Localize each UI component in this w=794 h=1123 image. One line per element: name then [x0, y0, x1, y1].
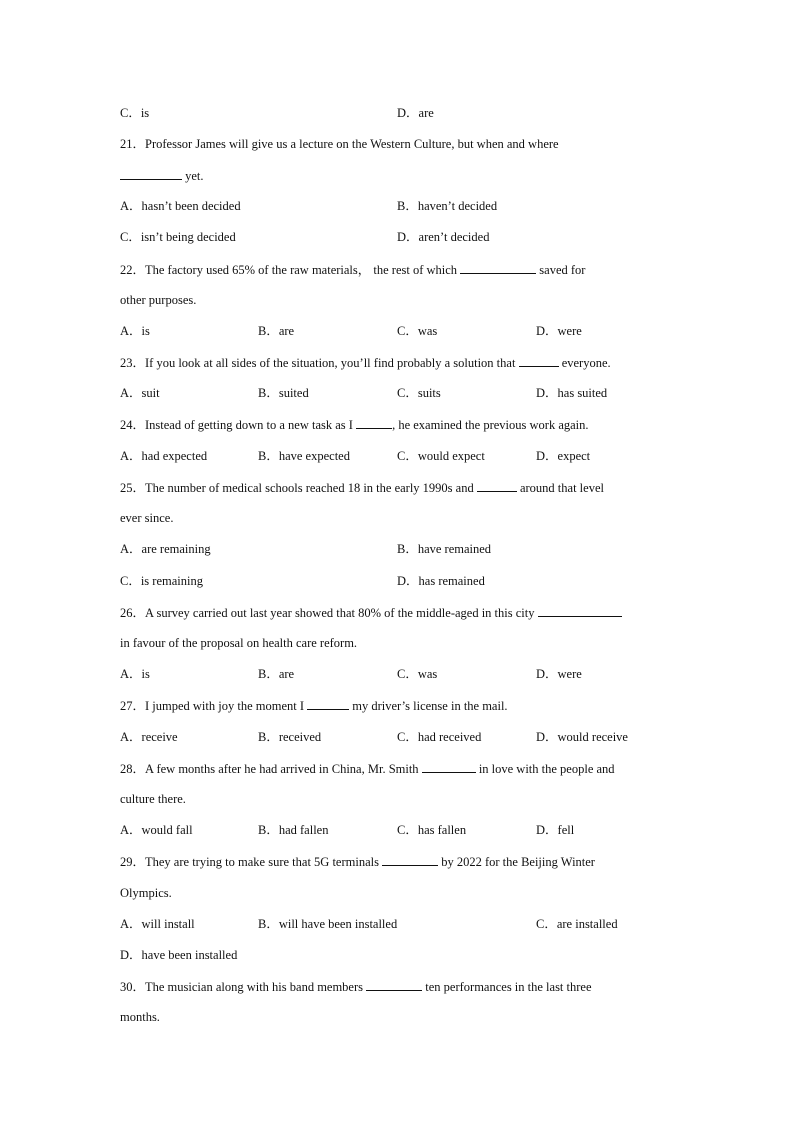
answer-blank: [538, 604, 622, 617]
q22-option-a: A．is: [120, 324, 150, 338]
q24-option-c: C．would expect: [397, 449, 485, 463]
answer-blank: [460, 261, 536, 274]
answer-blank: [422, 760, 476, 773]
q21-stem-cont: yet.: [120, 167, 204, 184]
q21-option-a: A．hasn’t been decided: [120, 199, 241, 213]
q23-option-a: A．suit: [120, 386, 160, 400]
q29-option-a: A．will install: [120, 917, 195, 931]
q24-option-a: A．had expected: [120, 449, 208, 463]
q23-option-c: C．suits: [397, 386, 441, 400]
q24-option-d: D．expect: [536, 449, 591, 463]
q28-stem-cont: culture there.: [120, 792, 186, 806]
answer-blank: [519, 354, 559, 367]
answer-blank: [356, 416, 392, 429]
q21-option-d: D．aren’t decided: [397, 230, 490, 244]
q28-option-c: C．has fallen: [397, 823, 467, 837]
answer-blank: [120, 167, 182, 180]
q28-stem: 28．A few months after he had arrived in China, Mr. Smith in love with the people and: [120, 762, 615, 776]
q21-option-c: C．isn’t being decided: [120, 230, 236, 244]
q28-option-a: A．would fall: [120, 823, 193, 837]
answer-blank: [366, 978, 422, 991]
q25-option-a: A．are remaining: [120, 542, 211, 556]
q27-stem: 27．I jumped with joy the moment I my driver’s license in the mail.: [120, 699, 508, 713]
q26-stem: 26．A survey carried out last year showed that 80% of the middle-aged in this city: [120, 604, 622, 621]
q30-stem: 30．The musician along with his band members ten performances in the last three: [120, 980, 592, 994]
q22-stem: 22．The factory used 65% of the raw materials， the rest of which saved for: [120, 263, 586, 277]
q26-option-a: A．is: [120, 667, 150, 681]
q25-option-d: D．has remained: [397, 574, 485, 588]
q25-option-b: B．have remained: [397, 542, 492, 556]
q25-stem-cont: ever since.: [120, 511, 174, 525]
q27-option-a: A．receive: [120, 730, 178, 744]
answer-blank: [477, 479, 517, 492]
q21-stem: 21．Professor James will give us a lecture on the Western Culture, but when and where: [120, 137, 559, 151]
q27-option-c: C．had received: [397, 730, 482, 744]
q27-option-b: B．received: [258, 730, 322, 744]
q22-stem-cont: other purposes.: [120, 293, 197, 307]
q28-option-d: D．fell: [536, 823, 575, 837]
answer-blank: [382, 853, 438, 866]
q29-stem: 29．They are trying to make sure that 5G terminals by 2022 for the Beijing Winter: [120, 855, 595, 869]
q29-option-b: B．will have been installed: [258, 917, 398, 931]
q26-stem-cont: in favour of the proposal on health care reform.: [120, 636, 358, 650]
q25-option-c: C．is remaining: [120, 574, 203, 588]
q29-option-d: D．have been installed: [120, 948, 238, 962]
q23-stem: 23．If you look at all sides of the situation, you’ll find probably a solution that everyone.: [120, 356, 611, 370]
q20-option-d: D．are: [397, 106, 434, 120]
q29-option-c: C．are installed: [536, 917, 618, 931]
q26-option-d: D．were: [536, 667, 582, 681]
q28-option-b: B．had fallen: [258, 823, 329, 837]
q24-stem: 24．Instead of getting down to a new task as I , he examined the previous work again.: [120, 418, 589, 432]
q26-option-b: B．are: [258, 667, 295, 681]
answer-blank: [307, 697, 349, 710]
q29-stem-cont: Olympics.: [120, 886, 172, 900]
q22-option-c: C．was: [397, 324, 438, 338]
q24-option-b: B．have expected: [258, 449, 350, 463]
q22-option-b: B．are: [258, 324, 295, 338]
q26-option-c: C．was: [397, 667, 438, 681]
q23-option-b: B．suited: [258, 386, 309, 400]
q30-stem-cont: months.: [120, 1010, 160, 1024]
q22-option-d: D．were: [536, 324, 582, 338]
q23-option-d: D．has suited: [536, 386, 608, 400]
q20-option-c: C．is: [120, 106, 150, 120]
q25-stem: 25．The number of medical schools reached 18 in the early 1990s and around that level: [120, 481, 604, 495]
q27-option-d: D．would receive: [536, 730, 628, 744]
q21-option-b: B．haven’t decided: [397, 199, 498, 213]
